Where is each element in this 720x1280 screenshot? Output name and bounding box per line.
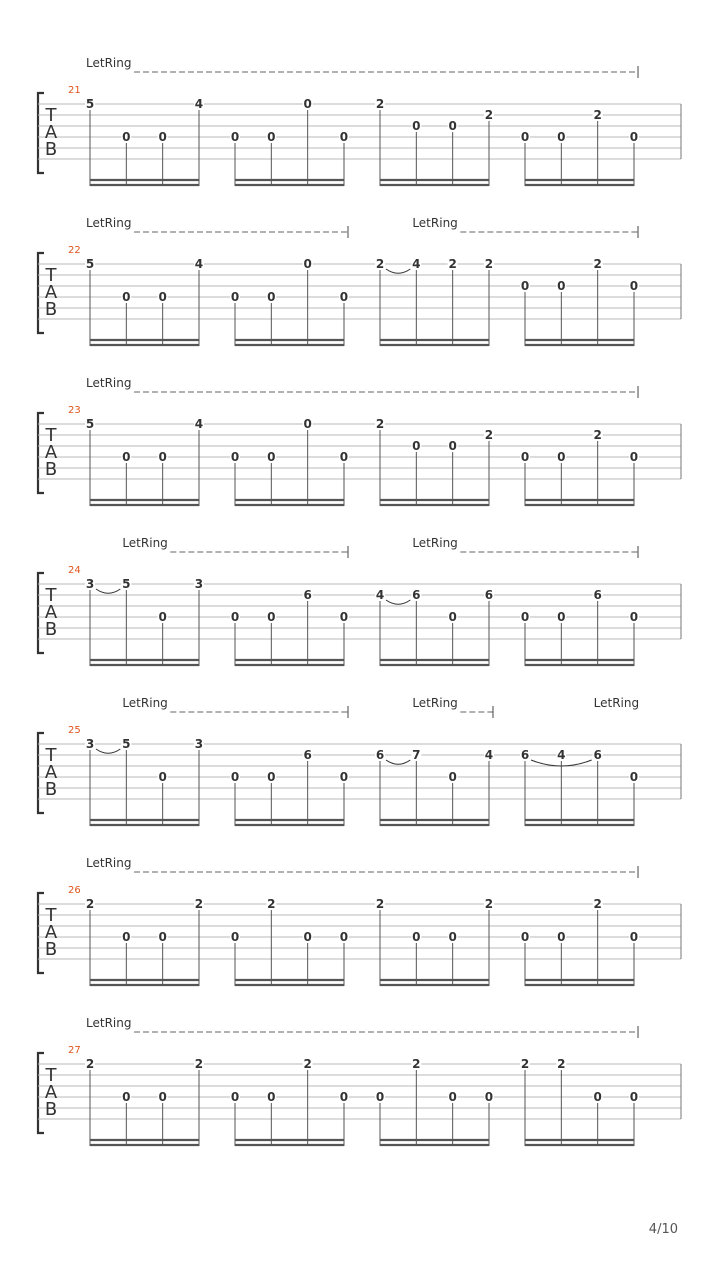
fret-number: 0 bbox=[375, 1090, 385, 1104]
tab-clef-letter: A bbox=[44, 762, 58, 783]
fret-number: 2 bbox=[85, 1057, 95, 1071]
tab-clef-letter: T bbox=[45, 905, 57, 926]
fret-number: 6 bbox=[593, 588, 602, 602]
fret-number: 2 bbox=[303, 1057, 312, 1071]
fret-number: 0 bbox=[557, 930, 566, 944]
tab-clef-letter: T bbox=[45, 1065, 57, 1086]
fret-number: 2 bbox=[194, 897, 204, 911]
fret-number: 0 bbox=[267, 290, 276, 304]
slur bbox=[386, 760, 410, 764]
fret-number: 3 bbox=[194, 577, 204, 591]
fret-number: 0 bbox=[158, 770, 167, 784]
fret-number: 0 bbox=[267, 770, 276, 784]
system-brace bbox=[38, 253, 44, 333]
tab-clef-letter: T bbox=[45, 425, 57, 446]
letring-label: LetRing bbox=[86, 216, 132, 230]
fret-number: 0 bbox=[158, 930, 167, 944]
fret-number: 0 bbox=[520, 930, 530, 944]
fret-number: 0 bbox=[303, 930, 312, 944]
fret-number: 0 bbox=[267, 1090, 276, 1104]
fret-number: 4 bbox=[194, 257, 204, 271]
fret-number: 0 bbox=[230, 610, 240, 624]
fret-number: 2 bbox=[593, 897, 602, 911]
fret-number: 4 bbox=[557, 748, 566, 762]
letring-label: LetRing bbox=[86, 1016, 132, 1030]
fret-number: 0 bbox=[629, 1090, 639, 1104]
tab-clef-letter: A bbox=[44, 1082, 58, 1103]
tab-clef-letter: B bbox=[44, 459, 58, 480]
tab-clef-letter: B bbox=[44, 619, 58, 640]
fret-number: 4 bbox=[375, 588, 385, 602]
fret-number: 2 bbox=[448, 257, 457, 271]
fret-number: 0 bbox=[230, 450, 240, 464]
letring-label: LetRing bbox=[412, 216, 458, 230]
fret-number: 6 bbox=[520, 748, 530, 762]
letring-label: LetRing bbox=[86, 376, 132, 390]
fret-number: 2 bbox=[375, 417, 385, 431]
fret-number: 0 bbox=[448, 1090, 457, 1104]
letring-label: LetRing bbox=[593, 696, 640, 710]
fret-number: 0 bbox=[520, 279, 530, 293]
fret-number: 6 bbox=[484, 588, 494, 602]
fret-number: 0 bbox=[339, 610, 349, 624]
fret-number: 4 bbox=[194, 417, 204, 431]
fret-number: 6 bbox=[303, 748, 312, 762]
system-brace bbox=[38, 733, 44, 813]
fret-number: 0 bbox=[448, 610, 457, 624]
tab-clef-letter: T bbox=[45, 585, 57, 606]
fret-number: 2 bbox=[593, 257, 602, 271]
fret-number: 0 bbox=[122, 290, 131, 304]
fret-number: 0 bbox=[448, 439, 457, 453]
fret-number: 0 bbox=[122, 450, 131, 464]
fret-number: 0 bbox=[267, 130, 276, 144]
measure-number: 26 bbox=[68, 885, 81, 896]
measure-number: 25 bbox=[68, 725, 81, 736]
fret-number: 0 bbox=[158, 1090, 167, 1104]
fret-number: 2 bbox=[412, 1057, 421, 1071]
slur bbox=[96, 749, 120, 753]
fret-number: 2 bbox=[484, 897, 494, 911]
fret-number: 6 bbox=[303, 588, 312, 602]
tab-clef-letter: T bbox=[45, 265, 57, 286]
page-number: 4/10 bbox=[648, 1222, 678, 1237]
fret-number: 0 bbox=[520, 450, 530, 464]
fret-number: 0 bbox=[629, 130, 639, 144]
fret-number: 5 bbox=[122, 737, 131, 751]
letring-label: LetRing bbox=[412, 536, 458, 550]
tab-clef-letter: A bbox=[44, 442, 58, 463]
fret-number: 0 bbox=[122, 1090, 131, 1104]
slur bbox=[386, 269, 410, 273]
tab-clef-letter: A bbox=[44, 602, 58, 623]
fret-number: 0 bbox=[339, 770, 349, 784]
measure-number: 27 bbox=[68, 1045, 81, 1056]
fret-number: 0 bbox=[484, 1090, 494, 1104]
fret-number: 0 bbox=[339, 290, 349, 304]
fret-number: 3 bbox=[194, 737, 204, 751]
slur bbox=[386, 600, 410, 604]
fret-number: 0 bbox=[448, 119, 457, 133]
fret-number: 3 bbox=[85, 737, 95, 751]
fret-number: 0 bbox=[230, 290, 240, 304]
fret-number: 0 bbox=[448, 930, 457, 944]
fret-number: 0 bbox=[122, 930, 131, 944]
tab-clef-letter: A bbox=[44, 922, 58, 943]
fret-number: 4 bbox=[484, 748, 494, 762]
tab-clef-letter: B bbox=[44, 939, 58, 960]
fret-number: 2 bbox=[85, 897, 95, 911]
measure-number: 21 bbox=[68, 85, 81, 96]
letring-label: LetRing bbox=[86, 856, 132, 870]
letring-label: LetRing bbox=[412, 696, 458, 710]
fret-number: 5 bbox=[85, 417, 95, 431]
fret-number: 0 bbox=[557, 450, 566, 464]
tab-clef-letter: A bbox=[44, 122, 58, 143]
tab-clef-letter: B bbox=[44, 139, 58, 160]
fret-number: 2 bbox=[484, 108, 494, 122]
fret-number: 0 bbox=[339, 1090, 349, 1104]
tab-clef-letter: T bbox=[45, 745, 57, 766]
fret-number: 7 bbox=[412, 748, 421, 762]
letring-label: LetRing bbox=[122, 536, 168, 550]
fret-number: 5 bbox=[122, 577, 131, 591]
fret-number: 0 bbox=[629, 610, 639, 624]
fret-number: 2 bbox=[484, 257, 494, 271]
system-brace bbox=[38, 93, 44, 173]
fret-number: 0 bbox=[557, 610, 566, 624]
fret-number: 0 bbox=[230, 770, 240, 784]
fret-number: 0 bbox=[339, 930, 349, 944]
letring-label: LetRing bbox=[122, 696, 168, 710]
fret-number: 2 bbox=[375, 257, 385, 271]
fret-number: 2 bbox=[375, 897, 385, 911]
fret-number: 0 bbox=[629, 279, 639, 293]
fret-number: 2 bbox=[375, 97, 385, 111]
fret-number: 0 bbox=[230, 1090, 240, 1104]
fret-number: 0 bbox=[412, 930, 421, 944]
fret-number: 0 bbox=[158, 450, 167, 464]
fret-number: 0 bbox=[629, 930, 639, 944]
fret-number: 0 bbox=[267, 610, 276, 624]
fret-number: 0 bbox=[230, 130, 240, 144]
fret-number: 6 bbox=[593, 748, 602, 762]
measure-number: 24 bbox=[68, 565, 81, 576]
fret-number: 0 bbox=[557, 130, 566, 144]
fret-number: 0 bbox=[303, 97, 312, 111]
fret-number: 0 bbox=[230, 930, 240, 944]
fret-number: 2 bbox=[267, 897, 276, 911]
fret-number: 2 bbox=[194, 1057, 204, 1071]
fret-number: 0 bbox=[303, 257, 312, 271]
fret-number: 0 bbox=[593, 1090, 602, 1104]
fret-number: 4 bbox=[194, 97, 204, 111]
system-brace bbox=[38, 893, 44, 973]
system-brace bbox=[38, 413, 44, 493]
fret-number: 0 bbox=[339, 130, 349, 144]
fret-number: 0 bbox=[122, 130, 131, 144]
fret-number: 0 bbox=[520, 130, 530, 144]
fret-number: 0 bbox=[629, 770, 639, 784]
tab-clef-letter: T bbox=[45, 105, 57, 126]
fret-number: 4 bbox=[412, 257, 421, 271]
fret-number: 5 bbox=[85, 257, 95, 271]
fret-number: 2 bbox=[484, 428, 494, 442]
fret-number: 0 bbox=[303, 417, 312, 431]
fret-number: 0 bbox=[339, 450, 349, 464]
letring-label: LetRing bbox=[86, 56, 132, 70]
tab-clef-letter: B bbox=[44, 1099, 58, 1120]
fret-number: 0 bbox=[267, 450, 276, 464]
fret-number: 6 bbox=[375, 748, 385, 762]
fret-number: 0 bbox=[158, 610, 167, 624]
measure-number: 22 bbox=[68, 245, 81, 256]
fret-number: 0 bbox=[448, 770, 457, 784]
fret-number: 0 bbox=[412, 439, 421, 453]
slur bbox=[96, 589, 120, 593]
fret-number: 5 bbox=[85, 97, 95, 111]
system-brace bbox=[38, 573, 44, 653]
fret-number: 0 bbox=[557, 279, 566, 293]
fret-number: 0 bbox=[629, 450, 639, 464]
fret-number: 2 bbox=[520, 1057, 530, 1071]
fret-number: 0 bbox=[520, 610, 530, 624]
fret-number: 0 bbox=[158, 130, 167, 144]
fret-number: 2 bbox=[557, 1057, 566, 1071]
system-brace bbox=[38, 1053, 44, 1133]
tab-clef-letter: A bbox=[44, 282, 58, 303]
fret-number: 2 bbox=[593, 428, 602, 442]
tab-clef-letter: B bbox=[44, 299, 58, 320]
fret-number: 2 bbox=[593, 108, 602, 122]
tab-clef-letter: B bbox=[44, 779, 58, 800]
fret-number: 3 bbox=[85, 577, 95, 591]
fret-number: 0 bbox=[412, 119, 421, 133]
fret-number: 0 bbox=[158, 290, 167, 304]
fret-number: 6 bbox=[412, 588, 421, 602]
measure-number: 23 bbox=[68, 405, 81, 416]
